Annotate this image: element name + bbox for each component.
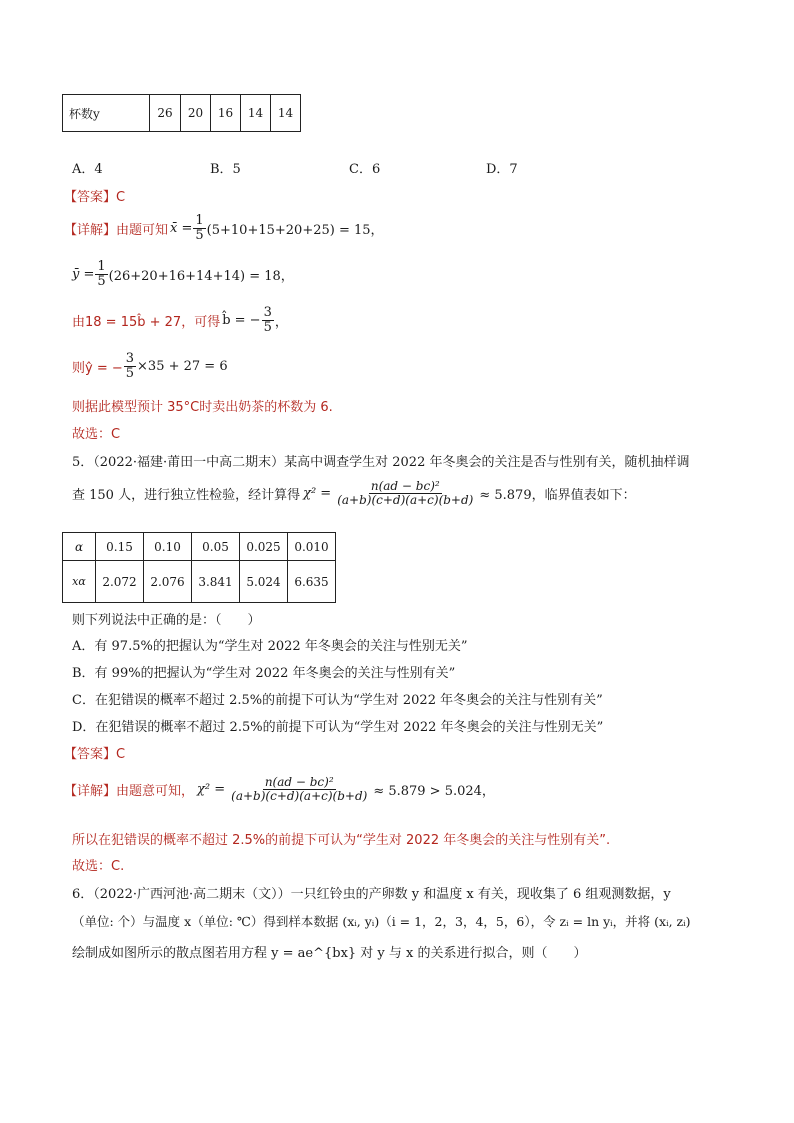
detail-text: 则ŷ = − [72,360,123,376]
table-cell: 0.010 [288,533,336,561]
detail-text: 由题意可知， [116,783,195,799]
table-cell: 5.024 [240,561,288,603]
q5-stem-line-2: 查 150 人，进行独立性检验，经计算得 χ² = $\frac{\text{n(ad − bc)²}}{(a+b)(c+d)(a+c)(b+d)}$ ≈ 5.879，临界值表如下： [72,479,636,507]
cups-table [62,94,301,132]
option-c: C．6 [349,162,381,177]
detail-text: 由题可知 [116,222,169,238]
fraction: $\frac{3}{5}$ [125,351,135,381]
answer-value: C [116,747,126,762]
detail-line-4 [72,352,228,380]
b-hat: b̂ = − [222,312,261,328]
chi-formula: $\frac{\text{n(ad − bc)²}}{(a+b)(c+d)(a+c)(b+d)}$ [337,479,474,507]
q6-stem-line-3: 绘制成如图所示的散点图若用方程 y = ae^{bx} 对 y 与 x 的关系进行拟合，则（ ） [72,946,587,961]
table-cell: 0.025 [240,533,288,561]
detail-tag: 【详解】 [64,222,117,238]
answer-tag: 【答案】 [64,190,117,205]
q5-pick: 故选：C. [72,859,125,874]
option-b: B．5 [210,162,241,177]
x-bar: x̄ = [170,220,193,236]
table-cell: xα [63,561,96,603]
table-cell: 0.15 [96,533,144,561]
expression: (26+20+16+14+14) = 18， [108,268,294,284]
table-cell: 14 [271,95,301,132]
answer-line [64,186,125,205]
q5-option-c: C．在犯错误的概率不超过 2.5%的前提下可认为“学生对 2022 年冬奥会的关注与性别有关” [72,693,603,708]
table-cell: 16 [211,95,241,132]
chi-square: χ² = [197,781,226,797]
table-row [63,533,336,561]
table-label: 杯数y [63,95,150,132]
q5-option-b: B．有 99%的把握认为“学生对 2022 年冬奥会的关注与性别有关” [72,666,456,681]
q5-question: 则下列说法中正确的是：（ ） [72,613,261,628]
q5-answer-line [64,743,125,762]
expression: ×35 + 27 = 6 [137,358,228,374]
table-cell: 14 [241,95,271,132]
table-row [63,561,336,603]
table-cell: 6.635 [288,561,336,603]
option-a: A．4 [72,162,103,177]
table-cell: 0.05 [192,533,240,561]
q6-stem-line-1: 6．（2022·广西河池·高二期末（文））一只红铃虫的产卵数 y 和温度 x 有关，现收集了 6 组观测数据，y [72,887,671,902]
critical-value-table [62,532,336,603]
q5-option-a: A．有 97.5%的把握认为“学生对 2022 年冬奥会的关注与性别无关” [72,639,468,654]
table-cell: 3.841 [192,561,240,603]
fraction: $\frac{1}{5}$ [195,213,204,243]
q5-conclusion: 所以在犯错误的概率不超过 2.5%的前提下可认为“学生对 2022 年冬奥会的关注与性别有关”. [72,833,611,848]
table-cell: 26 [150,95,181,132]
table-cell: 0.10 [144,533,192,561]
q5-detail-line: 【详解】 由题意可知， χ² = $\frac{\text{n(ad − bc)²}}{(a+b)(c+d)(a+c)(b+d)}$ ≈ 5.879 > 5.024， [64,775,495,803]
table-cell: 20 [181,95,211,132]
detail-tag: 【详解】 [64,783,117,799]
chi-square: χ² = [303,485,332,501]
fraction: $\frac{3}{5}$ [263,305,272,335]
option-d: D．7 [486,162,518,177]
expression: (5+10+15+20+25) = 15， [206,222,384,238]
table-cell: α [63,533,96,561]
answer-tag: 【答案】 [64,747,117,762]
q5-option-d: D．在犯错误的概率不超过 2.5%的前提下可认为“学生对 2022 年冬奥会的关注与性别无关” [72,720,604,735]
q5-stem-line-1: 5．（2022·福建·莆田一中高二期末）某高中调查学生对 2022 年冬奥会的关注是否与性别有关，随机抽样调 [72,455,690,470]
pick-line: 故选：C [72,427,121,442]
detail-line-1 [64,214,384,242]
detail-text: 由18 = 15b̂ + 27，可得 [72,314,221,330]
y-bar: ȳ = [72,266,95,282]
fraction: $\frac{1}{5}$ [97,259,106,289]
answer-value: C [116,190,126,205]
chi-formula: $\frac{\text{n(ad − bc)²}}{(a+b)(c+d)(a+c)(b+d)}$ [231,775,368,803]
detail-line-5: 则据此模型预计 35°C时卖出奶茶的杯数为 6. [72,400,333,415]
q6-stem-line-2: （单位: 个）与温度 x（单位: ℃）得到样本数据 (xᵢ, yᵢ)（i = 1，2，3，4，5，6），令 zᵢ = ln yᵢ，并将 (xᵢ, zᵢ) [72,914,691,929]
table-cell: 2.076 [144,561,192,603]
detail-line-3: 由18 = 15b̂ + 27，可得 b̂ = − $\frac{3}{5}$ ， [72,305,288,335]
detail-line-2 [72,260,294,288]
table-cell: 2.072 [96,561,144,603]
